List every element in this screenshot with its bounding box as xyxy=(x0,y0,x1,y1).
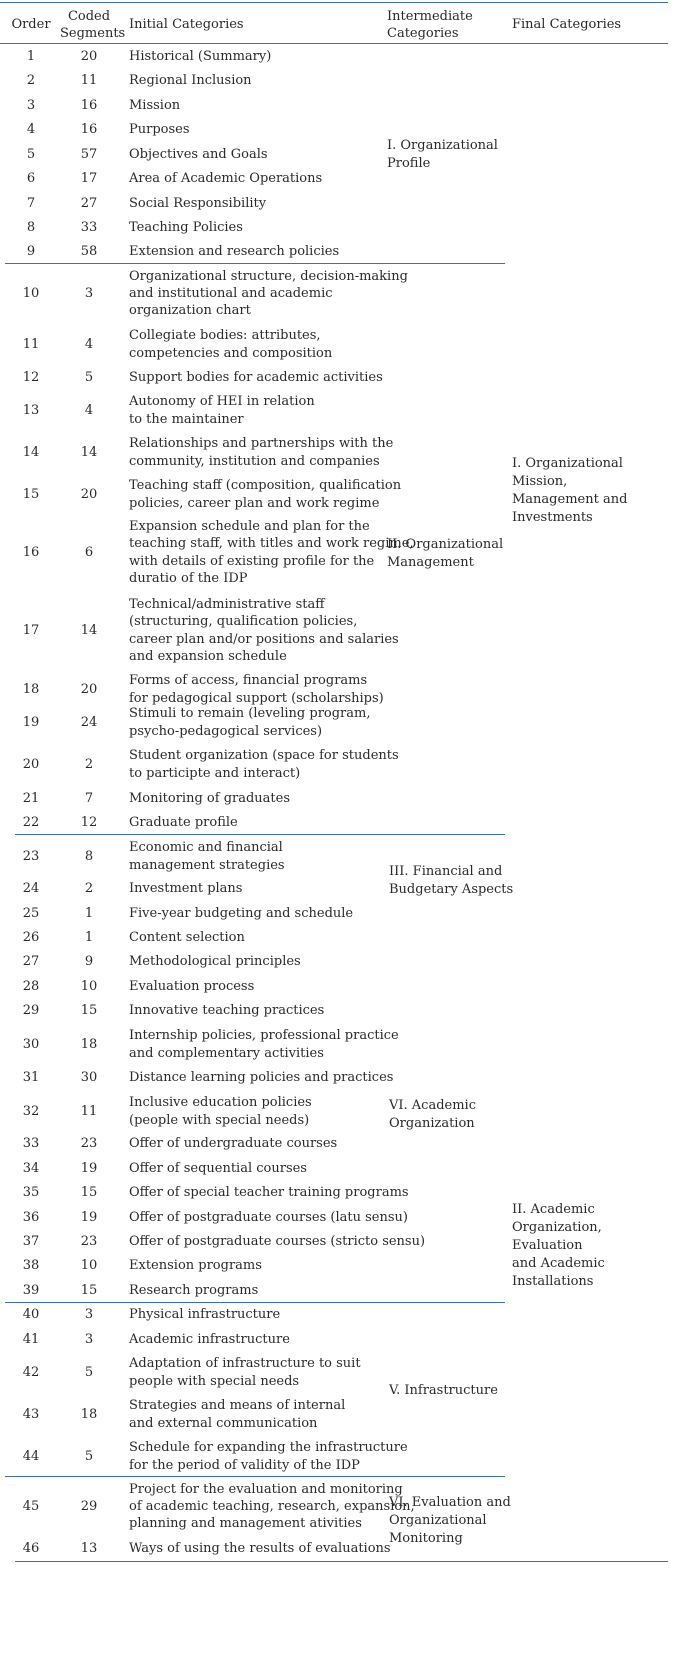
coded-segments-cell: 16 xyxy=(80,122,98,137)
header-coded-segments xyxy=(60,8,126,42)
order-cell: 21 xyxy=(22,791,40,806)
group-line: Organizational xyxy=(389,1513,487,1528)
header-categories-line: Categories xyxy=(387,26,459,41)
order-cell: 35 xyxy=(22,1185,40,1200)
initial-category-line: and external communication xyxy=(129,1415,318,1431)
initial-category-line: organization chart xyxy=(129,303,251,319)
coded-segments-cell: 14 xyxy=(80,445,98,460)
group-line: Budgetary Aspects xyxy=(389,882,514,897)
order-cell: 9 xyxy=(26,244,36,259)
initial-category-line: for pedagogical support (scholarships) xyxy=(129,690,384,706)
initial-category-line: Investment plans xyxy=(129,881,243,896)
coded-segments-cell: 33 xyxy=(80,220,98,235)
coded-segments-cell: 19 xyxy=(80,1210,98,1225)
initial-category-line: policies, career plan and work regime xyxy=(129,495,380,511)
initial-category-line: to the maintainer xyxy=(129,411,244,427)
order-cell: 15 xyxy=(22,487,40,502)
initial-category-line: and institutional and academic xyxy=(129,286,333,301)
order-cell: 42 xyxy=(22,1365,40,1380)
order-cell: 4 xyxy=(26,122,36,137)
initial-category-line: Forms of access, financial programs xyxy=(129,673,368,689)
initial-category-line: Expansion schedule and plan for the xyxy=(129,518,370,534)
order-cell: 36 xyxy=(22,1210,40,1225)
initial-category-line: Technical/administrative staff xyxy=(129,596,325,612)
order-cell: 16 xyxy=(22,545,40,560)
initial-category-line: competencies and composition xyxy=(129,345,333,361)
coded-segments-cell: 3 xyxy=(84,1332,94,1347)
order-cell: 44 xyxy=(22,1449,40,1464)
coded-segments-cell: 8 xyxy=(84,849,94,864)
group-line: Organization, xyxy=(512,1220,602,1235)
coded-segments-cell: 27 xyxy=(80,196,98,211)
initial-category-line: to participte and interact) xyxy=(129,765,301,781)
section-rule xyxy=(5,1476,505,1477)
initial-category-line: management strategies xyxy=(129,857,285,873)
intermediate-academic-organization xyxy=(389,1097,476,1133)
group-line: Management and xyxy=(512,492,628,507)
coded-segments-cell: 4 xyxy=(84,403,94,418)
group-line: Investments xyxy=(512,510,593,525)
initial-category-line: Mission xyxy=(129,98,181,113)
initial-category-line: Project for the evaluation and monitoring xyxy=(129,1481,403,1497)
order-cell: 31 xyxy=(22,1070,40,1085)
coded-segments-cell: 15 xyxy=(80,1283,98,1298)
initial-category-line: and complementary activities xyxy=(129,1045,324,1061)
group-line: Organization xyxy=(389,1116,475,1131)
coded-segments-cell: 29 xyxy=(80,1499,98,1514)
initial-category-line: Social Responsibility xyxy=(129,196,267,211)
order-cell: 45 xyxy=(22,1499,40,1514)
initial-category-line: Regional Inclusion xyxy=(129,73,252,88)
order-cell: 37 xyxy=(22,1234,40,1249)
initial-category-line: teaching staff, with titles and work regime, xyxy=(129,536,414,552)
coded-segments-cell: 1 xyxy=(84,906,94,921)
header-coded-line: Coded xyxy=(67,9,111,24)
order-cell: 46 xyxy=(22,1541,40,1556)
order-cell: 12 xyxy=(22,370,40,385)
group-line: I. Organizational xyxy=(387,138,498,153)
coded-segments-cell: 57 xyxy=(80,147,98,162)
initial-category-line: Historical (Summary) xyxy=(129,49,272,64)
initial-category-line: Adaptation of infrastructure to suit xyxy=(129,1356,361,1372)
order-cell: 41 xyxy=(22,1332,40,1347)
order-cell: 17 xyxy=(22,623,40,638)
intermediate-organizational-profile xyxy=(387,137,498,173)
coded-segments-cell: 10 xyxy=(80,979,98,994)
coded-segments-cell: 2 xyxy=(84,757,94,772)
order-cell: 25 xyxy=(22,906,40,921)
section-rule xyxy=(5,1302,505,1303)
initial-category-line: for the period of validity of the IDP xyxy=(129,1457,360,1473)
initial-category-line: Content selection xyxy=(129,930,245,945)
group-line: I. Organizational xyxy=(512,456,623,471)
order-cell: 7 xyxy=(26,196,36,211)
order-cell: 8 xyxy=(26,220,36,235)
coded-segments-cell: 30 xyxy=(80,1070,98,1085)
intermediate-financial-budgetary xyxy=(389,863,513,899)
initial-category-line: (structuring, qualification policies, xyxy=(129,614,358,630)
initial-category-line: Strategies and means of internal xyxy=(129,1398,346,1414)
coded-segments-cell: 4 xyxy=(84,337,94,352)
header-intermediate-line: Intermediate xyxy=(387,9,473,24)
order-cell: 5 xyxy=(26,147,36,162)
initial-category-line: psycho-pedagogical services) xyxy=(129,723,323,739)
bottom-rule xyxy=(15,1561,668,1562)
coded-segments-cell: 10 xyxy=(80,1258,98,1273)
initial-category-line: Graduate profile xyxy=(129,815,238,830)
group-line: Evaluation xyxy=(512,1238,583,1253)
group-line: VI. Academic xyxy=(389,1098,476,1113)
initial-category-line: with details of existing profile for the xyxy=(129,553,375,569)
coded-segments-cell: 18 xyxy=(80,1407,98,1422)
initial-category-line: Evaluation process xyxy=(129,979,255,994)
group-line: and Academic xyxy=(512,1256,605,1271)
order-cell: 23 xyxy=(22,849,40,864)
header-initial-categories: Initial Categories xyxy=(129,17,244,32)
order-cell: 40 xyxy=(22,1307,40,1322)
order-cell: 27 xyxy=(22,954,40,969)
order-cell: 20 xyxy=(22,757,40,772)
order-cell: 38 xyxy=(22,1258,40,1273)
initial-category-line: Five-year budgeting and schedule xyxy=(129,906,354,921)
initial-category-line: Internship policies, professional practice xyxy=(129,1028,399,1044)
initial-category-line: and expansion schedule xyxy=(129,649,287,665)
group-line: Mission, xyxy=(512,474,568,489)
initial-category-line: (people with special needs) xyxy=(129,1112,310,1128)
coded-segments-cell: 19 xyxy=(80,1161,98,1176)
order-cell: 30 xyxy=(22,1037,40,1052)
initial-category-line: Collegiate bodies: attributes, xyxy=(129,328,321,344)
initial-category-line: Offer of special teacher training programs xyxy=(129,1185,409,1200)
initial-category-line: career plan and/or positions and salaries xyxy=(129,631,399,647)
order-cell: 19 xyxy=(22,715,40,730)
coded-segments-cell: 24 xyxy=(80,715,98,730)
group-line: II. Academic xyxy=(512,1202,595,1217)
coded-segments-cell: 17 xyxy=(80,171,98,186)
initial-category-line: Organizational structure, decision-making xyxy=(129,268,408,284)
initial-category-line: Objectives and Goals xyxy=(129,147,268,162)
coded-segments-cell: 3 xyxy=(84,1307,94,1322)
group-line: V. Infrastructure xyxy=(389,1383,498,1398)
order-cell: 29 xyxy=(22,1003,40,1018)
initial-category-line: Relationships and partnerships with the xyxy=(129,436,394,452)
intermediate-organizational-management xyxy=(387,536,503,572)
order-cell: 43 xyxy=(22,1407,40,1422)
coded-segments-cell: 5 xyxy=(84,1449,94,1464)
coded-segments-cell: 5 xyxy=(84,370,94,385)
initial-category-line: Ways of using the results of evaluations xyxy=(129,1541,391,1556)
order-cell: 24 xyxy=(22,881,40,896)
coded-segments-cell: 20 xyxy=(80,49,98,64)
group-line: Installations xyxy=(512,1274,594,1289)
header-segments-line: Segments xyxy=(60,26,126,41)
order-cell: 28 xyxy=(22,979,40,994)
coded-segments-cell: 15 xyxy=(80,1003,98,1018)
initial-category-line: Area of Academic Operations xyxy=(129,171,323,186)
section-rule xyxy=(15,834,505,835)
header-order: Order xyxy=(11,17,51,32)
intermediate-infrastructure xyxy=(389,1382,498,1400)
order-cell: 11 xyxy=(22,337,40,352)
coded-segments-cell: 5 xyxy=(84,1365,94,1380)
initial-category-line: Extension and research policies xyxy=(129,244,340,259)
group-line: III. Financial and xyxy=(389,864,503,879)
initial-category-line: Economic and financial xyxy=(129,840,283,856)
initial-category-line: of academic teaching, research, expansion, xyxy=(129,1499,415,1514)
coded-segments-cell: 58 xyxy=(80,244,98,259)
order-cell: 33 xyxy=(22,1136,40,1151)
order-cell: 32 xyxy=(22,1104,40,1119)
initial-category-line: Support bodies for academic activities xyxy=(129,370,383,385)
initial-category-line: Academic infrastructure xyxy=(129,1332,290,1347)
order-cell: 3 xyxy=(26,98,36,113)
initial-category-line: Research programs xyxy=(129,1283,259,1298)
coded-segments-cell: 11 xyxy=(80,73,98,88)
coded-segments-cell: 20 xyxy=(80,682,98,697)
coded-segments-cell: 16 xyxy=(80,98,98,113)
coded-segments-cell: 14 xyxy=(80,623,98,638)
order-cell: 13 xyxy=(22,403,40,418)
order-cell: 39 xyxy=(22,1283,40,1298)
coded-segments-cell: 6 xyxy=(84,545,94,560)
coded-segments-cell: 23 xyxy=(80,1234,98,1249)
coded-segments-cell: 1 xyxy=(84,930,94,945)
header-intermediate-categories xyxy=(387,8,473,42)
final-organizational-mission xyxy=(512,455,627,527)
group-line: II. Organizational xyxy=(387,537,504,552)
group-line: Profile xyxy=(387,156,431,171)
order-cell: 2 xyxy=(26,73,36,88)
order-cell: 34 xyxy=(22,1161,40,1176)
initial-category-line: Extension programs xyxy=(129,1258,262,1273)
order-cell: 26 xyxy=(22,930,40,945)
final-academic-organization xyxy=(512,1201,605,1291)
intermediate-evaluation-monitoring xyxy=(389,1494,511,1548)
coded-segments-cell: 9 xyxy=(84,954,94,969)
initial-category-line: Offer of postgraduate courses (stricto sensu) xyxy=(129,1234,426,1249)
coded-segments-cell: 11 xyxy=(80,1104,98,1119)
header-final-categories: Final Categories xyxy=(512,17,622,32)
initial-category-line: Offer of sequential courses xyxy=(129,1161,307,1176)
initial-category-line: community, institution and companies xyxy=(129,453,380,469)
section-rule xyxy=(5,263,505,264)
coded-segments-cell: 3 xyxy=(84,286,94,301)
coded-segments-cell: 7 xyxy=(84,791,94,806)
coded-segments-cell: 12 xyxy=(80,815,98,830)
initial-category-line: Physical infrastructure xyxy=(129,1307,281,1322)
initial-category-line: Schedule for expanding the infrastructure xyxy=(129,1440,408,1456)
initial-category-line: Inclusive education policies xyxy=(129,1095,312,1111)
order-cell: 6 xyxy=(26,171,36,186)
initial-category-line: Student organization (space for students xyxy=(129,748,399,764)
initial-category-line: Methodological principles xyxy=(129,954,301,969)
initial-category-line: Offer of postgraduate courses (latu sensu) xyxy=(129,1210,408,1225)
coded-segments-cell: 20 xyxy=(80,487,98,502)
initial-category-line: Distance learning policies and practices xyxy=(129,1070,394,1085)
coded-segments-cell: 18 xyxy=(80,1037,98,1052)
coded-segments-cell: 23 xyxy=(80,1136,98,1151)
initial-category-line: Monitoring of graduates xyxy=(129,791,291,806)
group-line: Monitoring xyxy=(389,1531,463,1546)
initial-category-line: Purposes xyxy=(129,122,190,137)
group-line: VI. Evaluation and xyxy=(389,1495,511,1510)
group-line: Management xyxy=(387,555,474,570)
order-cell: 10 xyxy=(22,286,40,301)
coded-segments-cell: 13 xyxy=(80,1541,98,1556)
order-cell: 1 xyxy=(26,49,36,64)
coded-segments-cell: 15 xyxy=(80,1185,98,1200)
initial-category-line: Teaching staff (composition, qualification xyxy=(129,478,402,494)
initial-category-line: Teaching Policies xyxy=(129,220,243,235)
initial-category-line: duratio of the IDP xyxy=(129,571,248,587)
initial-category-line: Stimuli to remain (leveling program, xyxy=(129,706,371,722)
order-cell: 22 xyxy=(22,815,40,830)
initial-category-line: Offer of undergraduate courses xyxy=(129,1136,338,1151)
order-cell: 18 xyxy=(22,682,40,697)
initial-category-line: Innovative teaching practices xyxy=(129,1003,325,1018)
initial-category-line: people with special needs xyxy=(129,1373,300,1389)
coded-segments-cell: 2 xyxy=(84,881,94,896)
top-rule xyxy=(0,2,668,3)
order-cell: 14 xyxy=(22,445,40,460)
initial-category-line: Autonomy of HEI in relation xyxy=(129,394,315,410)
initial-category-line: planning and management ativities xyxy=(129,1516,362,1532)
header-rule xyxy=(0,43,668,44)
